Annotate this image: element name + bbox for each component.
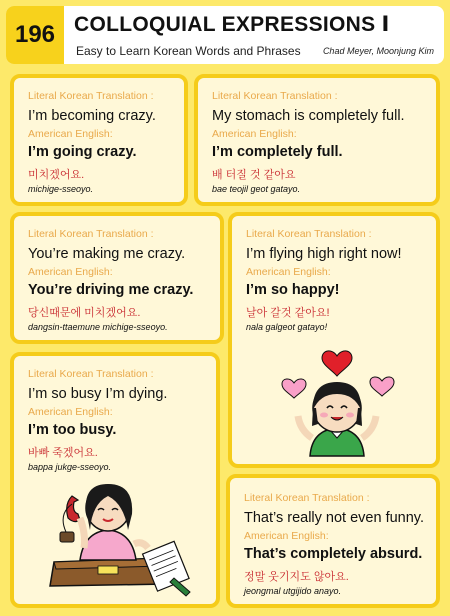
literal-translation: You’re making me crazy. xyxy=(28,246,186,262)
american-label: American English: xyxy=(244,530,329,542)
american-phrase: I’m so happy! xyxy=(246,282,340,298)
literal-label: Literal Korean Translation : xyxy=(28,228,154,240)
literal-label: Literal Korean Translation : xyxy=(28,90,154,102)
phrase-card-2 xyxy=(194,74,440,206)
romanization: bae teojil geot gatayo. xyxy=(212,184,301,194)
literal-translation: My stomach is completely full. xyxy=(212,108,405,124)
korean-phrase: 당신때문에 미치겠어요. xyxy=(28,307,141,319)
literal-label: Literal Korean Translation : xyxy=(212,90,338,102)
authors-credit: Chad Meyer, Moonjung Kim xyxy=(322,46,434,56)
phrase-card-1 xyxy=(10,74,188,206)
heart-icon xyxy=(370,377,394,396)
romanization: jeongmal utgijido anayo. xyxy=(244,586,342,596)
literal-translation: I’m becoming crazy. xyxy=(28,108,156,124)
romanization: bappa jukge-sseoyo. xyxy=(28,462,112,472)
literal-translation: I’m so busy I’m dying. xyxy=(28,386,168,402)
american-label: American English: xyxy=(212,128,297,140)
korean-phrase: 날아 갈것 같아요! xyxy=(246,307,330,319)
literal-label: Literal Korean Translation : xyxy=(244,492,370,504)
romanization: michige-sseoyo. xyxy=(28,184,94,194)
korean-phrase: 배 터질 것 같아요 xyxy=(212,169,296,181)
romanization: dangsin-ttaemune michige-sseoyo. xyxy=(28,322,168,332)
page-title: COLLOQUIAL EXPRESSIONS Ⅰ xyxy=(74,13,390,36)
american-phrase: I’m too busy. xyxy=(28,422,117,438)
phrase-card-5 xyxy=(10,352,220,608)
romanization: nala galgeot gatayo! xyxy=(246,322,328,332)
korean-phrase: 바빠 죽겠어요. xyxy=(28,447,98,459)
american-label: American English: xyxy=(28,266,113,278)
page-subtitle: Easy to Learn Korean Words and Phrases xyxy=(76,44,301,58)
busy-girl-illustration xyxy=(44,474,194,602)
american-phrase: That’s completely absurd. xyxy=(244,546,423,562)
phrase-card-4 xyxy=(228,212,440,468)
american-label: American English: xyxy=(28,128,113,140)
lesson-number: 196 xyxy=(6,6,64,64)
literal-translation: I’m flying high right now! xyxy=(246,246,402,262)
header-banner xyxy=(6,6,444,64)
literal-label: Literal Korean Translation : xyxy=(246,228,372,240)
american-label: American English: xyxy=(246,266,331,278)
literal-translation: That’s really not even funny. xyxy=(244,510,425,526)
american-phrase: I’m going crazy. xyxy=(28,144,137,160)
phrase-card-3 xyxy=(10,212,224,344)
phrase-card-6 xyxy=(226,474,440,608)
happy-girl-illustration xyxy=(272,338,402,458)
american-phrase: I’m completely full. xyxy=(212,144,343,160)
american-label: American English: xyxy=(28,406,113,418)
heart-icon xyxy=(322,351,352,376)
literal-label: Literal Korean Translation : xyxy=(28,368,154,380)
american-phrase: You’re driving me crazy. xyxy=(28,282,194,298)
korean-phrase: 정말 웃기지도 않아요. xyxy=(244,571,349,583)
heart-icon xyxy=(282,379,306,398)
korean-phrase: 미치겠어요. xyxy=(28,169,85,181)
